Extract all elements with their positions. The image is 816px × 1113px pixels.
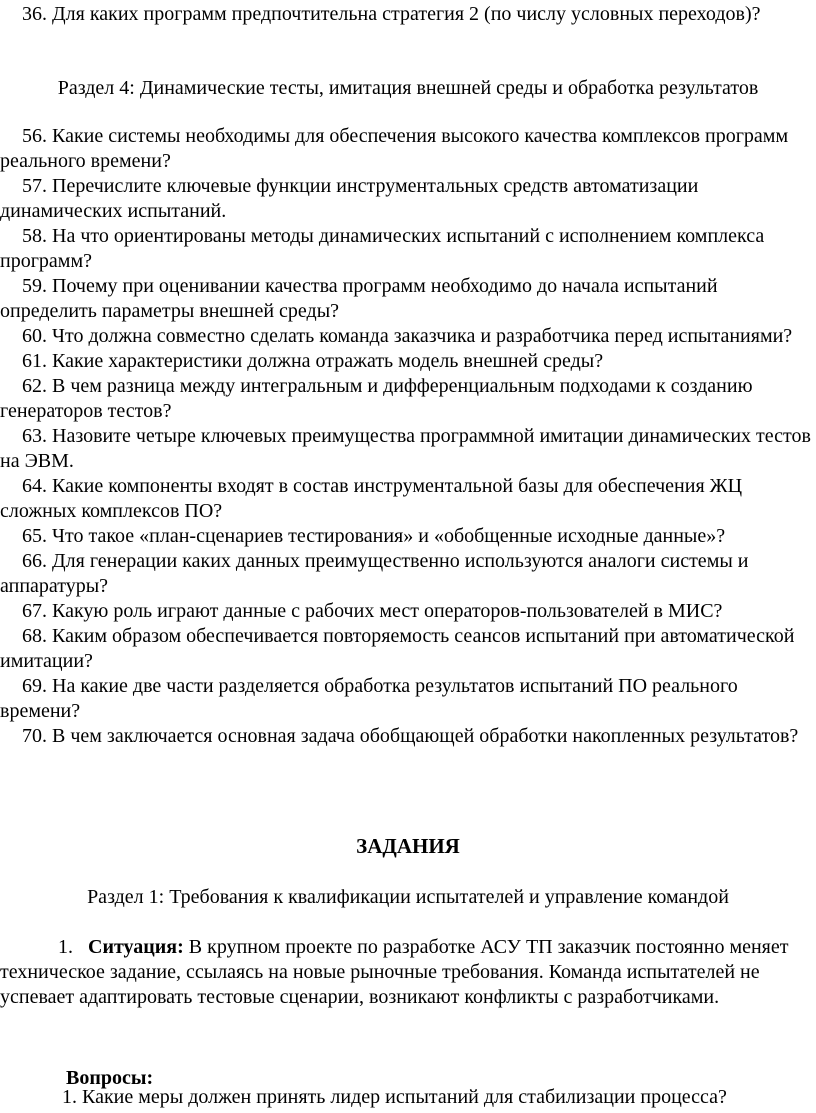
question-item: 67. Какую роль играют данные с рабочих мест операторов-пользователей в МИС?	[22, 600, 723, 622]
question-36: 36. Для каких программ предпочтительна стратегия 2 (по числу условных переходов)?	[22, 3, 761, 25]
task-question-1: 1. Какие меры должен принять лидер испытаний для стабилизации процесса?	[62, 1086, 727, 1108]
question-item: 60. Что должна совместно сделать команда заказчика и разработчика перед испытаниями?	[22, 325, 793, 347]
question-item: 66. Для генерации каких данных преимущественно используются аналоги системы и аппаратуры?	[0, 550, 749, 597]
section-4-title: Раздел 4: Динамические тесты, имитация внешней среды и обработка результатов	[57, 77, 759, 99]
question-item: 64. Какие компоненты входят в состав инструментальной базы для обеспечения ЖЦ сложных комплексов ПО?	[0, 475, 743, 522]
section-1-title: Раздел 1: Требования к квалификации испытателей и управление командой	[87, 886, 729, 908]
question-item: 65. Что такое «план-сценариев тестирования» и «обобщенные исходные данные»?	[22, 525, 726, 547]
question-item: 56. Какие системы необходимы для обеспечения высокого качества комплексов программ реального времени?	[0, 125, 789, 172]
task-1	[0, 935, 814, 1010]
question-item: 62. В чем разница между интегральным и дифференциальным подходами к созданию генераторов тестов?	[0, 375, 753, 422]
question-item: 57. Перечислите ключевые функции инструментальных средств автоматизации динамических испытаний.	[0, 175, 699, 222]
question-item: 68. Каким образом обеспечивается повторяемость сеансов испытаний при автоматической имитации?	[0, 625, 795, 672]
question-item: 63. Назовите четыре ключевых преимущества программной имитации динамических тестов на ЭВМ.	[0, 425, 811, 472]
task-number: 1.	[58, 936, 73, 958]
situation-text: В крупном проекте по разработке АСУ ТП заказчик постоянно меняет техническое задание, ссылаясь на новые рыночные требования. Команда испытателей не успевает адаптировать тестовые сценарии, возникают конфликты с разработчиками.	[0, 936, 789, 1008]
questions-label: Вопросы:	[66, 1067, 154, 1089]
question-item: 58. На что ориентированы методы динамических испытаний с исполнением комплекса программ?	[0, 225, 765, 272]
tasks-heading: ЗАДАНИЯ	[356, 834, 460, 858]
question-list	[0, 124, 814, 749]
question-item: 70. В чем заключается основная задача обобщающей обработки накопленных результатов?	[22, 725, 799, 747]
situation-label: Ситуация:	[88, 936, 184, 958]
question-item: 69. На какие две части разделяется обработка результатов испытаний ПО реального времени?	[0, 675, 738, 722]
question-item: 61. Какие характеристики должна отражать модель внешней среды?	[22, 350, 604, 372]
question-item: 59. Почему при оценивании качества программ необходимо до начала испытаний определить параметры внешней среды?	[0, 275, 718, 322]
